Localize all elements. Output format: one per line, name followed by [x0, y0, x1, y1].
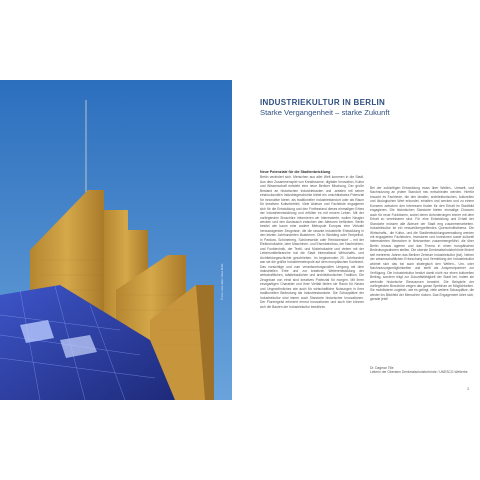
building-photo	[0, 80, 232, 400]
article-page	[232, 80, 480, 400]
body-text-right: Bei der zukünftigen Entwicklung muss über Welten-, Umwelt- und Nachnutzung an jedem Standort neu entschieden werden. Hierfür braucht es Fachleute, die den idealen, architektonischen, kulturellen und ökologischen Wert erkundet, erhalten und wecken und zu einem Konsens zwischen den Interessen finden für den Erhalt im Stadtbild engagieren. Die historischen Standorte bieten einmalige Chancen auch für neue Funktionen, wobei deren Anforderungen immer mit dem Erhalt zu vereinbaren sind. Für eine Entwicklung und Erhalt der Standorte müssen alle Akteure der Stadt eng zusammenarbeiten. Industriekultur ist ein ressortübergreifendes Querschnittsthema. Die Wirtschafts-, die Kultur- und die Stadtentwicklungsverwaltung werden mit engagierten Fachleuten, Investoren und Investoren sowie kulturell interessierten Menschen in Netzwerken zusammengeführt, die über Berlin hinaus agieren und das Thema in einen europäischen Bedeutungsrahmen stellen. Die oberste Denkmalschutzbehörde fördert seit mehreren Jahren das Berliner Zentrum Industriekultur (bzi). Neben der wissenschaftlichen Erforschung und Vermittlung der Industriekultur widmet sich das bzi auch strategisch den Welten-, Um- oder Nachnutzungsmöglichkeiten und stellt als Ansprechpartner zur Verfügung. Die Industriekultur besitzt damit nicht nur einen kulturellen Beitrag, sondern trägt zur Zukunftsfähigkeit der Stadt bei, indem sie wertvolle historische Ressourcen bewahrt. Die Beispiele der vorliegenden Broschüre zeigen das ganze Spektrum an Möglichkeiten. Sie mobilisieren zugleich, wie es gelingt, viele weitere Schauplätze, die wieder ins Blickfeld der Menschen rücken. Das Engagement lohnt sich, gerade jetzt!	[370, 186, 474, 302]
signature-name: Dr. Dagmar Tille	[370, 366, 394, 370]
signature-role: Leiterin der Obersten Denkmalschutzbehörde / UNESCO-Welterbe	[370, 370, 468, 375]
article-subtitle: Starke Vergangenheit – starke Zukunft	[260, 108, 390, 117]
article-title: INDUSTRIEKULTUR IN BERLIN	[260, 98, 386, 107]
signature-block	[370, 366, 474, 375]
section-heading: Neue Potenziale für die Stadtentwicklung	[260, 170, 331, 174]
page-number: 3	[467, 387, 469, 391]
body-text-left: Berlin verändert sich. Menschen aus aller Welt kommen in die Stadt. Aus dem Zusammenspiel von Kreativszene, digitaler Innovation, Kultur und Wissenschaft entsteht eine neue Berliner Mischung. Der große Bestand an historischen Industriebauten und -arealen mit seiner eindrucksvollen Industriegeschichte bietet ein unschätzbares Potenzial für innovative Ideen: als traditioneller Industriestandort oder als Raum für kreativen Kulturbetrieb. Viele Akteure und Fachleute engagieren sich für die Entwicklung und den Fortbestand dieses einmaligen Erbes der Industrieentwicklung und erfüllen es mit neuem Leben. Mit der vorliegenden Broschüre informieren wir Interessierte, wollen Neugier wecken und den Austausch zwischen den Akteuren befördern. Berlin besitzt wie kaum eine andere Metropole Europas eine Vielzahl herausragender Zeugnisse, die die rasante industrielle Entwicklung in den letzten Jahrhunderten illustrieren. Ob in Wedding oder Tempelhof, in Pankow, Schöneberg, Schöneweide oder Reinickendorf – mit der Elektroindustrie, dem Maschinen- und Eisenbahnbau, der Nachrichten- und Funktechnik, der Textil- und Modeindustrie und vielem mit der Lebensmittelbranche hat die Stadt international Wirtschafts- und Architekturgeschichte geschrieben. Im beginnenden 20. Jahrhundert war sie die größte Industriemetropole auf dem europäischen Kontinent. Das vorsichtige und zum verantwortungsvollen Umgang mit dem industriellen Erbe und zur kreativen Weiterentwicklung der wirtschaftlichen, städtebaulichen und architektonischen Tradition. Die Zeugnisse von einst sind kreatives Potenzial für morgen. Mit ihren einzigartigen Charakter und ihrer Vielfalt bieten sie Raum für Neues und Ungewöhnliches wie auch für wirtschaftliche Nutzungen in ihrer traditionellen Bedeutung als Industriestandorte. Die Schauplätze der Industriekultur sind immer auch Standorte historischer Innovationen. Der Pioniergeist erfordert erneut Innovationen und auch hier können sich die Bauten der Industriekultur bewähren.	[260, 175, 364, 309]
text-column-right	[370, 186, 474, 356]
photo-credit: © Foto: Uwe Jahn / Haus Berlin	[221, 263, 224, 300]
text-column-left	[260, 170, 364, 368]
